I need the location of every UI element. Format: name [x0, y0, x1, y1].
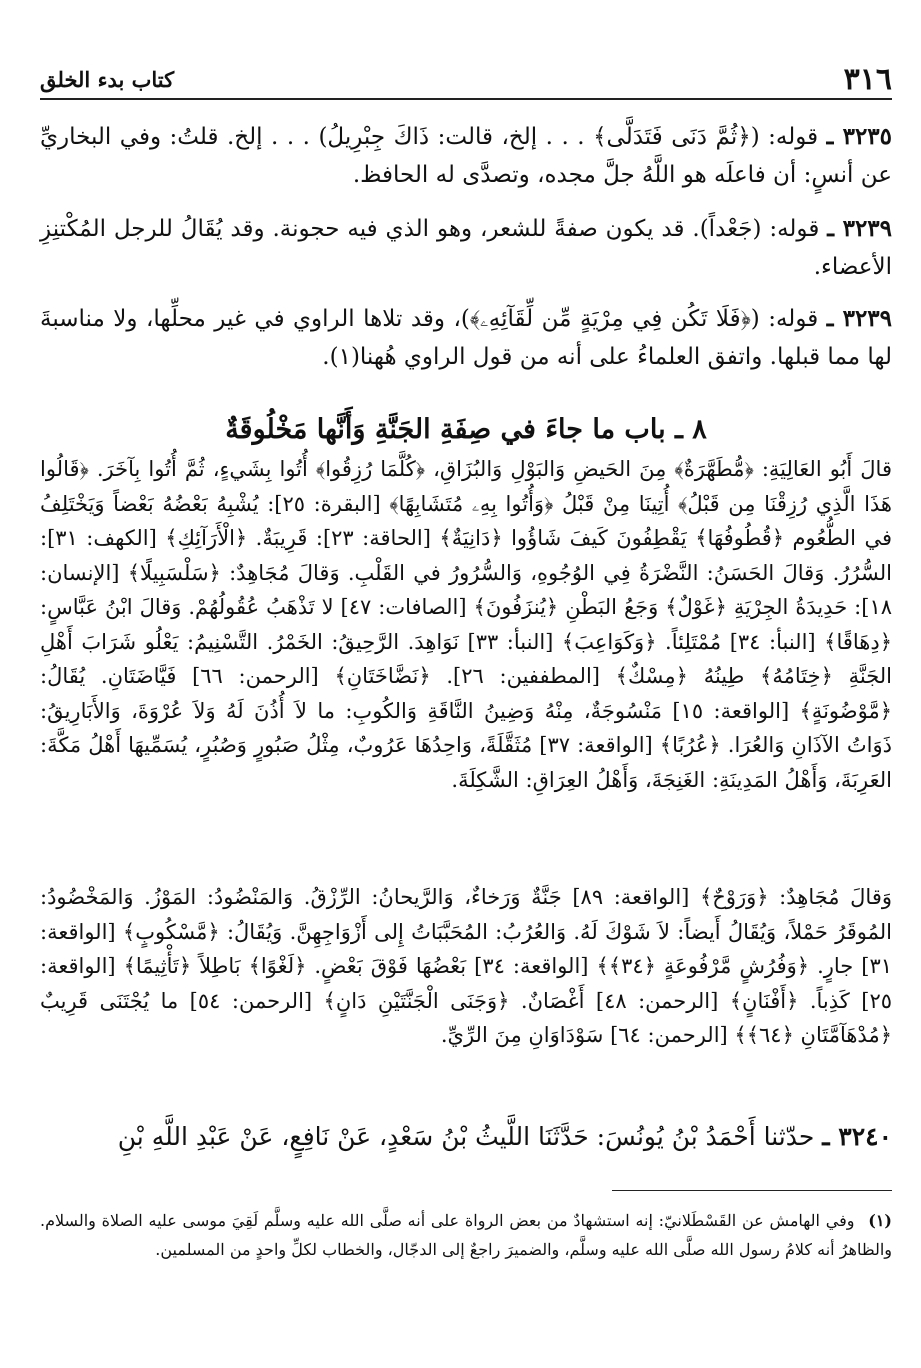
paragraph-number: ٣٢٣٥ ـ: [826, 123, 893, 150]
paragraph-text: قوله: (﴿ثُمَّ دَنَى فَتَدَلَّى﴾ . . . إلخ، قالت: ذَاكَ جِبْرِيلُ) . . . إلخ. قلتُ: وفي البخاريِّ عن أنسٍ: أن فاعلَه هو اللَّهُ جلَّ مجده، وتصدَّى له الحافظ.: [40, 124, 892, 188]
paragraph-number: ٣٢٣٩ ـ: [827, 215, 893, 242]
book-page: [40, 0, 892, 1368]
running-title: كتاب بدء الخلق: [40, 67, 175, 92]
hadith-number: ٣٢٤٠ ـ: [822, 1122, 892, 1151]
paragraph-text: قوله: (﴿فَلَا تَكُن فِي مِرْيَةٍ مِّن لِّقَآئِهِۦ﴾)، وقد تلاها الراوي في غير محلِّها، ولا مناسبةَ لها مما قبلها. واتفق العلماءُ على أنه من قول الراوي هُهنا(١).: [40, 306, 892, 370]
chapter-heading: ٨ ـ باب ما جاءَ في صِفَةِ الجَنَّةِ وَأَنَّها مَخْلُوقَةٌ: [225, 414, 707, 445]
footnote-marker: (١): [868, 1211, 892, 1230]
commentary-paragraph: [40, 300, 892, 376]
paragraph-number: ٣٢٣٩ ـ: [826, 305, 893, 332]
footnote: [40, 1206, 892, 1264]
commentary-paragraph: [40, 210, 892, 286]
commentary-paragraph: [40, 118, 892, 194]
page-header: [40, 62, 892, 98]
hadith-text: حدّثنا أَحْمَدُ بْنُ يُونُسَ: حَدَّثَنَا اللَّيثُ بْنُ سَعْدٍ، عَنْ نَافِعٍ، عَنْ عَبْدِ اللَّهِ بْنِ: [117, 1122, 815, 1151]
chapter-body-paragraph: وَقالَ مُجَاهِدٌ: ﴿وَرَوْحٌ﴾ [الواقعة: ٨٩] جَنَّةٌ وَرَخاءٌ، وَالرَّيحانُ: الرِّزْقُ. وَالمَنْضُودُ: المَوْزُ. وَالمَخْضُودُ: المُوقَرُ حَمْلاً، وَيُقَالُ أَيضاً: لاَ شَوْكَ لَهُ. وَالعُرُبُ: المُحَبَّبَاتُ إِلى أَزْوَاجِهِنَّ. وَيُقَالُ: ﴿مَّسْكُوبٍ﴾ [الواقعة: ٣١] جارٍ. ﴿وَفُرُشٍ مَّرْفُوعَةٍ ﴿٣٤﴾﴾ [الواقعة: ٣٤] بَعْضُهَا فَوْقَ بَعْضٍ. ﴿لَغْوًا﴾ بَاطِلاً ﴿تَأْثِيمًا﴾ [الواقعة: ٢٥] كَذِباً. ﴿أَفْنَانٍ﴾ [الرحمن: ٤٨] أَغْصَانٌ. ﴿وَجَنَى الْجَنَّتَيْنِ دَانٍ﴾ [الرحمن: ٥٤] ما يُجْتَنَى قَرِيبٌ ﴿مُدْهَآمَّتَانِ ﴿٦٤﴾﴾ [الرحمن: ٦٤] سَوْدَاوَانِ مِنَ الرِّيِّ.: [40, 885, 892, 1047]
hadith-opening: [40, 1115, 892, 1159]
paragraph-text: قوله: (جَعْداً). قد يكون صفةً للشعر، وهو الذي فيه حجونة. وقد يُقَالُ للرجل المُكْتنِزِ الأعضاء.: [40, 216, 892, 280]
header-divider: [40, 98, 892, 100]
chapter-body-paragraph: قالَ أَبُو العَالِيَةِ: ﴿مُّطَهَّرَةٌ﴾ مِنَ الحَيضِ وَالبَوْلِ وَالبُزَاقِ، ﴿كُلَّمَا رُزِقُوا﴾ أُتُوا بِشَيءٍ، ثُمَّ أُتُوا بِآخَرَ. ﴿قَالُوا هَذَا الَّذِي رُزِقْنَا مِن قَبْلُ﴾ أُتِينَا مِنْ قَبْلُ ﴿وَأُتُوا بِهِۦ مُتَشَابِهًا﴾ [البقرة: ٢٥]: يُشْبِهُ بَعْضُهُ بَعْضاً وَيَخْتَلِفُ في الطُّعُوم ﴿قُطُوفُهَا﴾ يَقْطِفُونَ كَيفَ شَاؤُوا ﴿دَانِيَةٌ﴾ [الحاقة: ٢٣]: قَرِيبَةٌ. ﴿الْأَرَآئِكِ﴾ [الكهف: ٣١]: السُّرُرُ. وَقالَ الحَسَنُ: النَّضْرَةُ فِي الوُجُوهِ، وَالسُّرُورُ في القَلْبِ. وَقالَ مُجَاهِدٌ: ﴿سَلْسَبِيلًا﴾ [الإنسان: ١٨]: حَدِيدَةُ الجِرْيَةِ ﴿غَوْلٌ﴾ وَجَعُ البَطْنِ ﴿يُنزَفُونَ﴾ [الصافات: ٤٧] لا تَذْهَبُ عُقُولُهُمْ. وَقالَ ابْنُ عَبَّاسٍ: ﴿دِهَاقًا﴾ [النبأ: ٣٤] مُمْتَلِئاً. ﴿وَكَوَاعِبَ﴾ [النبأ: ٣٣] نَوَاهِدَ. الرَّحِيقُ: الخَمْرُ. التَّسْنِيمُ: يَعْلُو شَرَابَ أَهْلِ الجَنَّةِ ﴿خِتَامُهُ﴾ طِينُهُ ﴿مِسْكٌ﴾ [المطففين: ٢٦]. ﴿نَضَّاخَتَانِ﴾ [الرحمن: ٦٦] فَيَّاضَتَانِ. يُقَالُ: ﴿مَّوْضُونَةٍ﴾ [الواقعة: ١٥] مَنْسُوجَةٌ، مِنْهُ وَضِينُ النَّاقَةِ وَالكُوبِ: ما لاَ أُذُنَ لَهُ وَلاَ عُرْوَةَ، وَالأَبَارِيقُ: ذَوَاتُ الآذَانِ وَالعُرَا. ﴿عُرُبًا﴾ [الواقعة: ٣٧] مُثَقَّلَةً، وَاحِدُهَا عَرُوبٌ، مِثْلُ صَبُورٍ وَصُبُرٍ، يُسَمِّيهَا أَهْلُ مَكَّةَ: العَرِبَةَ، وَأَهْلُ المَدِينَةِ: الغَنِجَةَ، وَأَهْلُ العِرَاقِ: الشَّكِلَةَ.: [40, 457, 893, 792]
footnote-text: وفي الهامش عن القَسْطَلانيّ: إنه استشهادٌ من بعض الرواة على أنه صلَّى الله عليه وسلَّم لَقِيَ موسى عليه الصلاة والسلام. والظاهرُ أنه كلامُ رسول الله صلَّى الله عليه وسلَّم، والضميرَ راجعٌ إلى الدجّال، والخطاب لكلِّ واحدٍ من المسلمين.: [40, 1211, 892, 1259]
footnote-divider: [612, 1190, 892, 1191]
page-number: ٣١٦: [843, 62, 892, 97]
